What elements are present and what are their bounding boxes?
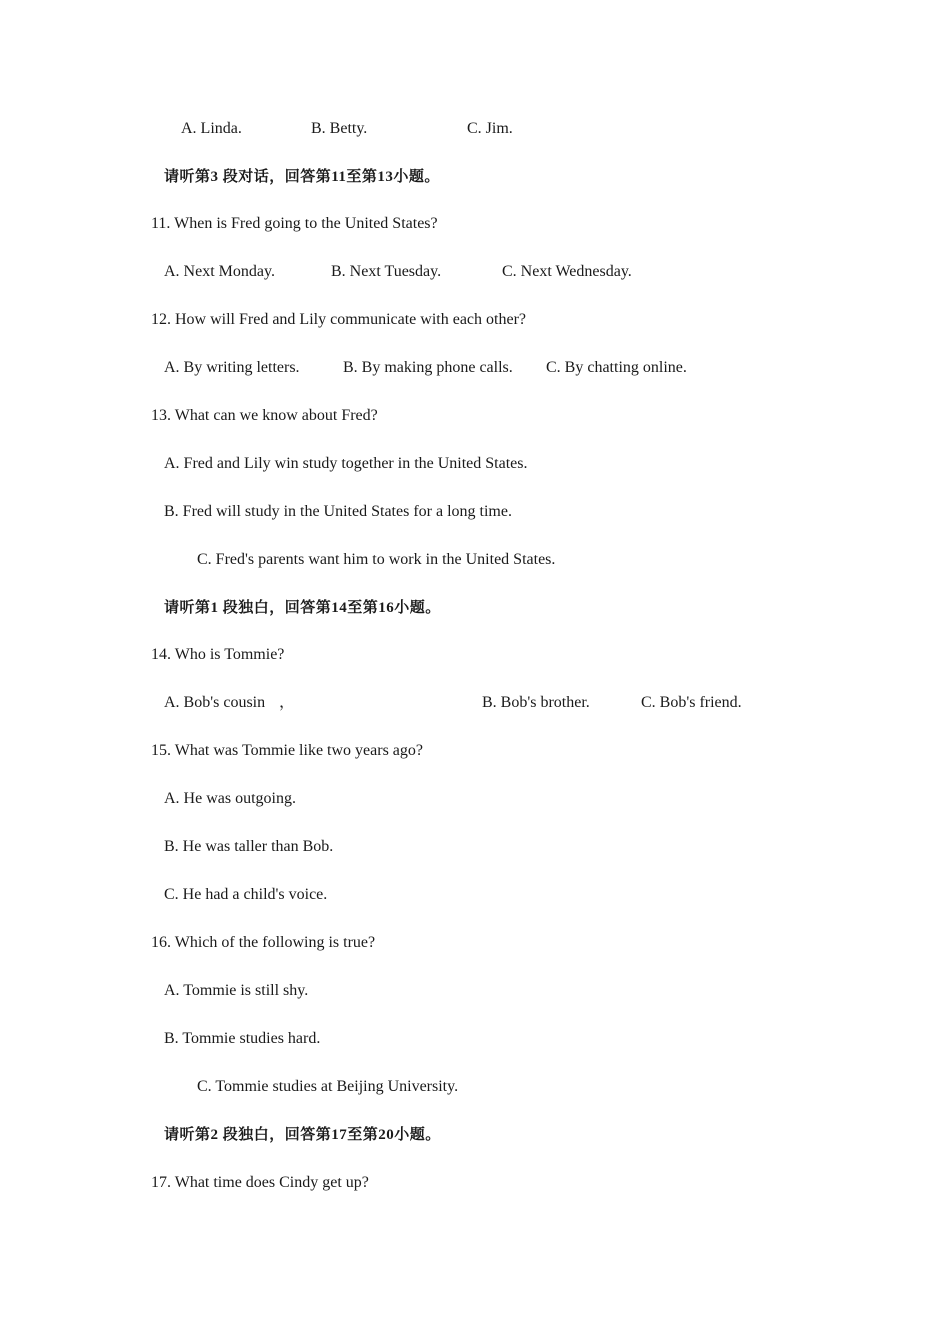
option-c: C. By chatting online. <box>546 359 687 376</box>
option-b: B. Next Tuesday. <box>331 263 442 280</box>
question-17: 17. What time does Cindy get up? <box>151 1174 369 1191</box>
section-heading: 请听第1 段独白，回答第14至第16小题。 <box>164 600 441 616</box>
option-c: C. Next Wednesday. <box>502 263 632 280</box>
option-b: B. He was taller than Bob. <box>164 838 334 855</box>
option-a: A. Linda. <box>181 120 242 137</box>
option-a: A. He was outgoing. <box>164 790 296 807</box>
question-16: 16. Which of the following is true? <box>151 934 376 951</box>
option-a: A. Fred and Lily win study together in the United States. <box>164 455 528 472</box>
option-b: B. By making phone calls. <box>343 359 513 376</box>
question-13: 13. What can we know about Fred? <box>151 407 378 424</box>
section-heading: 请听第2 段独白，回答第17至第20小题。 <box>164 1127 441 1143</box>
option-a: A. Next Monday. <box>164 263 275 280</box>
stray-punctuation: ， <box>279 694 296 711</box>
option-a: A. Tommie is still shy. <box>164 982 309 999</box>
option-c: C. Fred's parents want him to work in the United States. <box>197 551 556 568</box>
option-b: B. Betty. <box>311 120 368 137</box>
question-14: 14. Who is Tommie? <box>151 646 285 663</box>
option-b: B. Fred will study in the United States for a long time. <box>164 503 512 520</box>
option-c: C. He had a child's voice. <box>164 886 328 903</box>
question-11: 11. When is Fred going to the United States? <box>151 215 438 232</box>
question-15: 15. What was Tommie like two years ago? <box>151 742 423 759</box>
section-heading: 请听第3 段对话，回答第11至第13小题。 <box>164 169 440 185</box>
option-b: B. Bob's brother. <box>482 694 590 711</box>
option-a: A. Bob's cousin <box>164 694 266 711</box>
option-a: A. By writing letters. <box>164 359 300 376</box>
option-b: B. Tommie studies hard. <box>164 1030 321 1047</box>
option-c: C. Tommie studies at Beijing University. <box>197 1078 459 1095</box>
option-c: C. Jim. <box>467 120 513 137</box>
option-c: C. Bob's friend. <box>641 694 742 711</box>
question-12: 12. How will Fred and Lily communicate with each other? <box>151 311 527 328</box>
